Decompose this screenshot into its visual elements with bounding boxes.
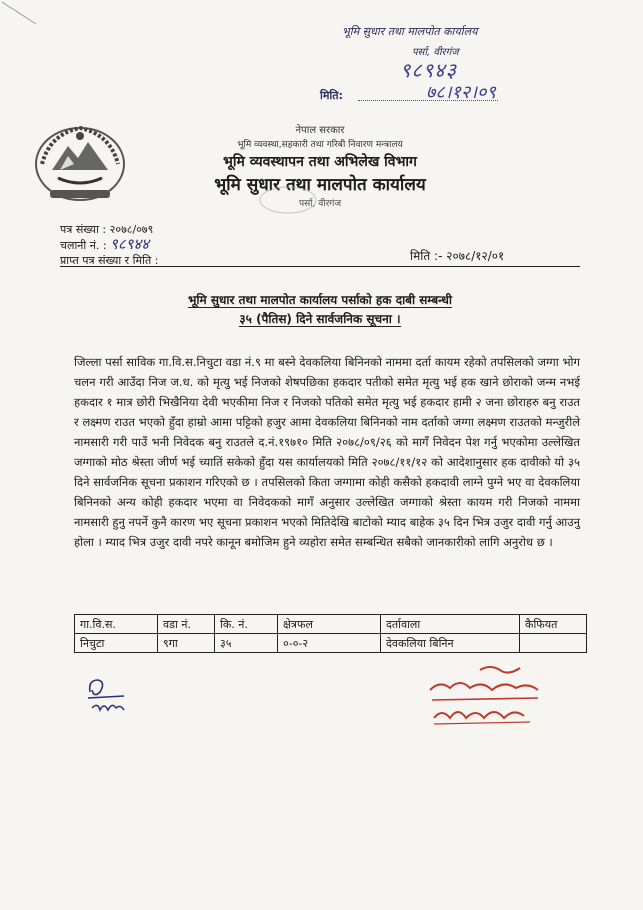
header-divider	[60, 266, 580, 267]
notice-body: जिल्ला पर्सा साविक गा.वि.स.निचुटा वडा नं.९ मा बस्ने देवकलिया बिनिनको नाममा दर्ता कायम रहेको तपसिलको जग्गा भोग चलन गरी आउँदा निज ज.ध. को मृत्यु भई निजको शेषपछिका हकदार पतीको समेत मृत्यु भई हक खाने छोराको जन्म नभई हकदार १ मात्र छोरी भिखैनिया देवी भएकीमा निज र निजको पतिको समेत मृत्यु भई हकदार हामी २ जना छोराहरु बनु राउत र लक्ष्मण राउत भएको हुँदा हाम्रो आमा पट्टिको हजुर आमा देवकलिया बिनिनको नाम दर्ताको जग्गा लक्ष्मण राउतको मन्जुरीले नामसारी गरी पाउँ भनी निवेदक बनु राउतले द.नं.१९७१० मिति २०७८/०९/२६ को मागँ निवेदन पेश गर्नु भएकोमा उल्लेखित जग्गाको मोठ श्रेस्ता जीर्ण भई च्यातिं सकेको हुँदा यस कार्यालयको मिति २०७८/११/१२ को आदेशानुसार हक दावीको यो ३५ दिने सार्वजनिक सूचना प्रकाशन गरिएको छ । तपसिलको किता जग्गामा कोही कसैको हकदावी लाग्ने पुग्ने भए वा देवकलिया बिनिनको अन्य कोही हकदार भएमा वा निवेदकको मागँ अनुसार उल्लेखित जग्गाको श्रेस्ता कायम गरी निजको नाममा नामसारी हुनु नपर्ने कुनै कारण भए सूचना प्रकाशन भएको मितिदेखि बाटोको म्याद बाहेक ३५ दिन भित्र उजुर दावी गर्नु आउनु होला । म्याद भित्र उजुर दावी नपरे कानून बमोजिम हुने व्यहोरा समेत सम्बन्धित सबैको जानकारीको लागि अनुरोध छ ।	[74, 355, 580, 549]
office-signature-stamp	[420, 662, 550, 737]
table-header-row	[75, 615, 587, 634]
cell-vdc: निचुटा	[75, 634, 158, 653]
col-header-area: क्षेत्रफल	[278, 615, 381, 634]
nepal-emblem-icon	[30, 120, 130, 205]
reference-block	[60, 222, 158, 268]
col-header-plot: कि. नं.	[215, 615, 278, 634]
letterhead-government: नेपाल सरकार	[295, 125, 345, 136]
letterhead-location: पर्सा, वीरगंज	[298, 199, 341, 209]
notice-subject-line2: ३५ (पैतिस) दिने सार्वजनिक सूचना ।	[239, 312, 401, 326]
letterhead	[150, 122, 490, 209]
received-stamp	[320, 20, 510, 110]
cell-area: ०-०-२	[278, 634, 381, 653]
dispatch-number-row	[60, 237, 158, 253]
col-header-remarks: कैफियत	[520, 615, 587, 634]
notice-subject	[60, 291, 580, 329]
cell-plot: ३५	[215, 634, 278, 653]
letterhead-office: भूमि सुधार तथा मालपोत कार्यालय	[214, 175, 426, 195]
table-row	[75, 634, 587, 653]
received-stamp-date: ७८।१२।०९	[426, 82, 496, 103]
letterhead-ministry: भूमि व्यवस्था,सहकारी तथा गरिबी निवारण मन्त्रालय	[237, 140, 403, 150]
col-header-ward: वडा नं.	[158, 615, 215, 634]
cell-remarks	[520, 634, 587, 653]
dispatch-number-label: चलानी नं. :	[60, 239, 107, 252]
folded-corner-mark	[0, 0, 40, 30]
received-letter-label: प्राप्त पत्र संख्या र मिति :	[60, 254, 159, 267]
received-stamp-number: ९८९४३	[400, 58, 457, 82]
col-header-vdc: गा.वि.स.	[75, 615, 158, 634]
letter-number-label: पत्र संख्या :	[60, 223, 107, 236]
col-header-owner: दर्तावाला	[381, 615, 520, 634]
handwritten-initials	[84, 672, 144, 722]
received-stamp-date-label: मिति:	[320, 89, 343, 102]
letter-number-value: २०७८/०७९	[109, 223, 154, 236]
received-stamp-office: भूमि सुधार तथा मालपोत कार्यालय	[342, 25, 478, 38]
dispatch-number-value: ९८९४४	[110, 235, 150, 253]
issue-date: मिति :- २०७८/१२/०१	[410, 249, 505, 263]
letterhead-department: भूमि व्यवस्थापन तथा अभिलेख विभाग	[223, 154, 417, 170]
cell-ward: ९गा	[158, 634, 215, 653]
faint-office-seal	[258, 185, 318, 215]
land-details-table	[74, 614, 587, 653]
received-stamp-place: पर्सा, वीरगंज	[412, 47, 459, 58]
cell-owner: देवकलिया बिनिन	[381, 634, 520, 653]
notice-subject-line1: भूमि सुधार तथा मालपोत कार्यालय पर्साको हक दाबी सम्बन्धी	[187, 293, 452, 307]
